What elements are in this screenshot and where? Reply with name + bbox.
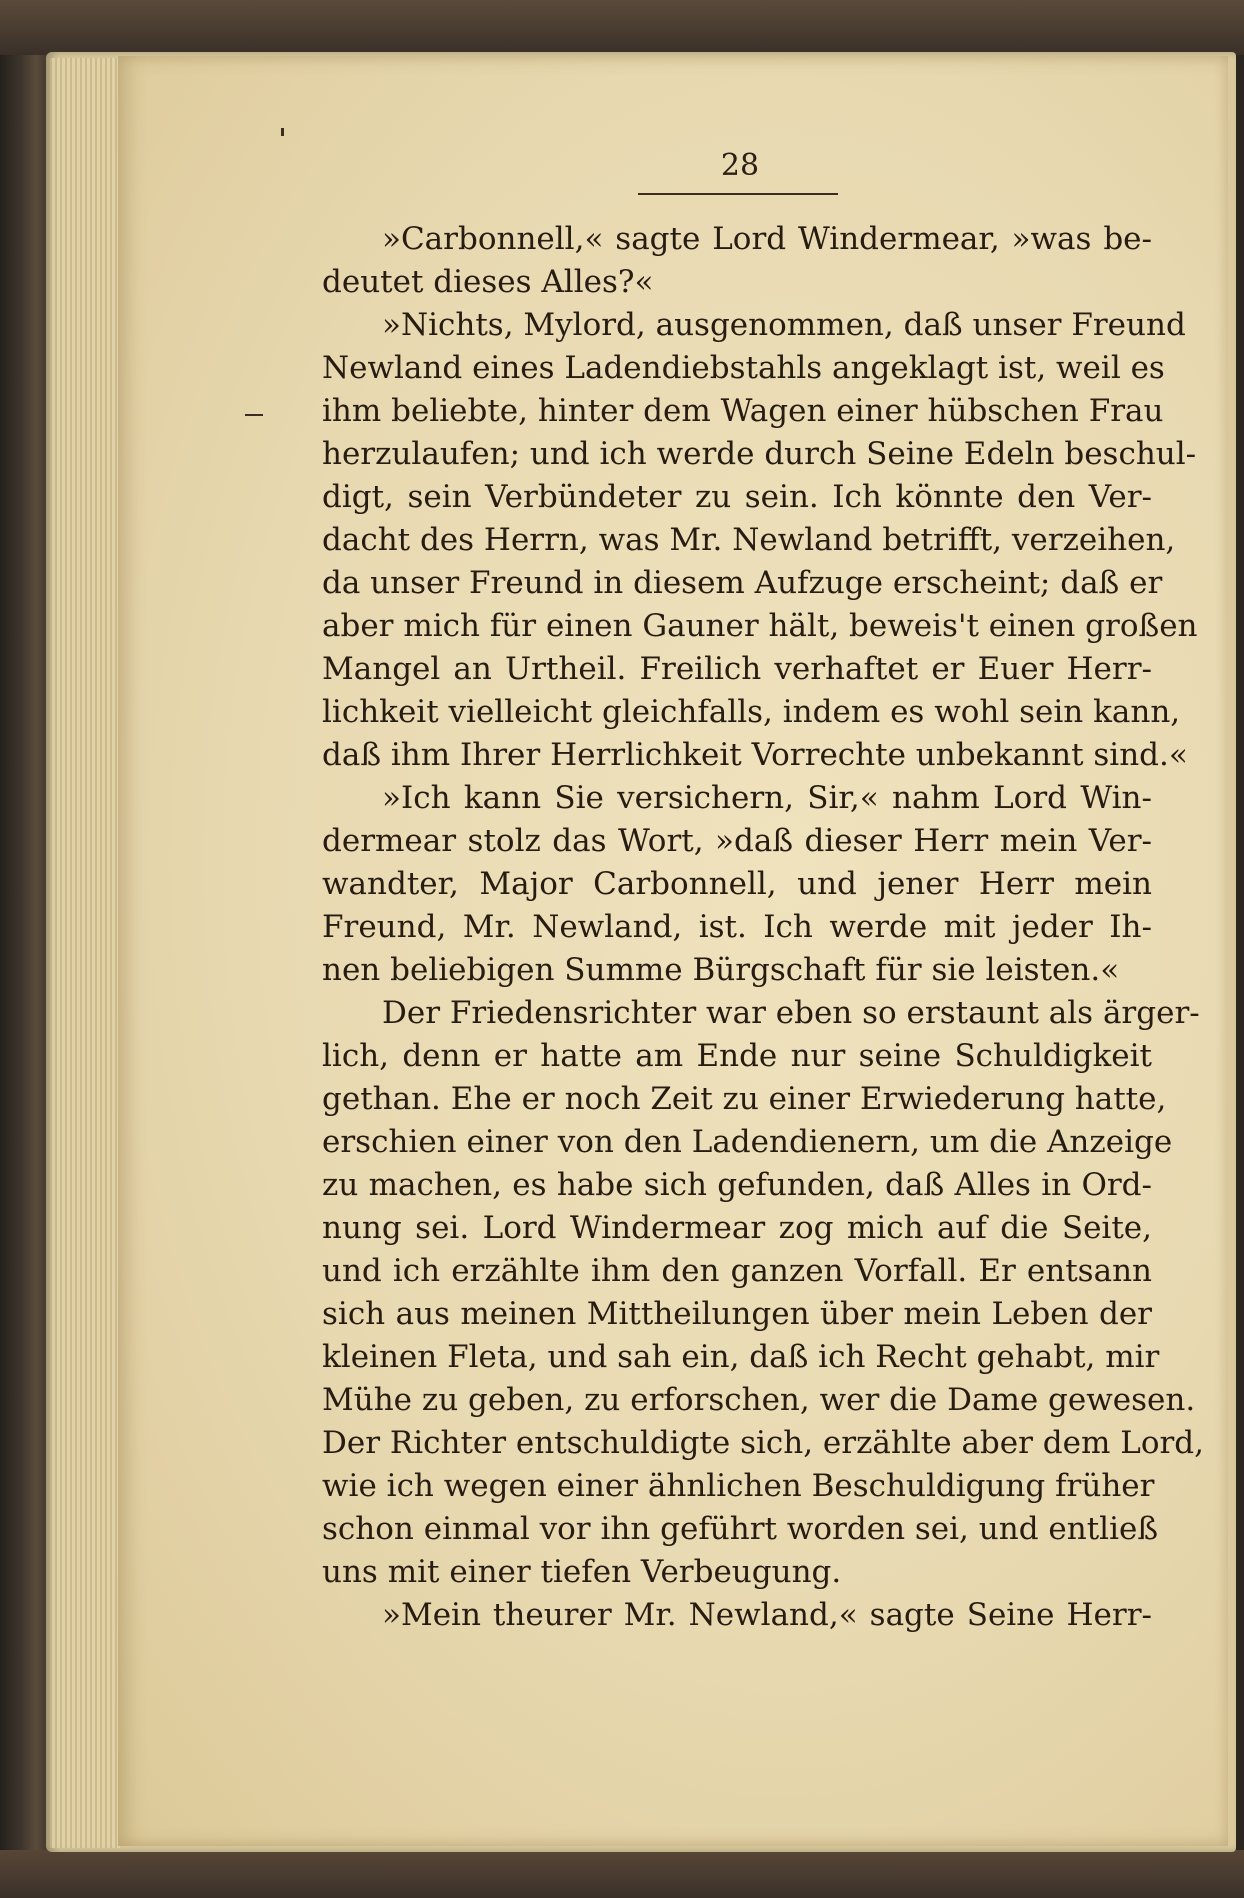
text-line: »Mein theurer Mr. Newland,« sagte Seine Herr- [382, 1597, 1152, 1633]
body-text [322, 218, 1205, 1637]
text-line: da unser Freund in diesem Aufzuge erscheint; daß er [322, 565, 1163, 601]
text-line: digt, sein Verbündeter zu sein. Ich könnte den Ver- [322, 479, 1152, 515]
text-line: gethan. Ehe er noch Zeit zu einer Erwiederung hatte, [322, 1081, 1167, 1117]
text-line: lich, denn er hatte am Ende nur seine Schuldigkeit [322, 1038, 1152, 1074]
text-line: uns mit einer tiefen Verbeugung. [322, 1554, 842, 1590]
text-line: Mühe zu geben, zu erforschen, wer die Dame gewesen. [322, 1382, 1196, 1418]
text-line: Mangel an Urtheil. Freilich verhaftet er Euer Herr- [322, 651, 1152, 687]
text-line: dacht des Herrn, was Mr. Newland betrifft, verzeihen, [322, 522, 1176, 558]
text-line: und ich erzählte ihm den ganzen Vorfall. Er entsann [322, 1253, 1152, 1289]
text-line: deutet dieses Alles?« [322, 264, 654, 300]
text-line: »Ich kann Sie versichern, Sir,« nahm Lord Win- [382, 780, 1152, 816]
margin-dash [245, 414, 263, 416]
text-line: Der Richter entschuldigte sich, erzählte aber dem Lord, [322, 1425, 1205, 1461]
text-line: herzulaufen; und ich werde durch Seine Edeln beschul- [322, 436, 1197, 472]
header-rule [638, 193, 838, 195]
text-line: zu machen, es habe sich gefunden, daß Alles in Ord- [322, 1167, 1152, 1203]
text-line: ihm beliebte, hinter dem Wagen einer hübschen Frau [322, 393, 1164, 429]
text-line: Newland eines Ladendiebstahls angeklagt ist, weil es [322, 350, 1165, 386]
text-line: lichkeit vielleicht gleichfalls, indem es wohl sein kann, [322, 694, 1181, 730]
text-line: »Nichts, Mylord, ausgenommen, daß unser Freund [382, 307, 1186, 343]
book-cover-top [0, 0, 1244, 55]
text-line: erschien einer von den Ladendienern, um die Anzeige [322, 1124, 1173, 1160]
book-cover-bottom [0, 1850, 1244, 1898]
book-spine [0, 0, 52, 1898]
text-line: wandter, Major Carbonnell, und jener Herr mein [322, 866, 1152, 902]
text-line: daß ihm Ihrer Herrlichkeit Vorrechte unbekannt sind.« [322, 737, 1188, 773]
text-line: Freund, Mr. Newland, ist. Ich werde mit jeder Ih- [322, 909, 1152, 945]
text-line: aber mich für einen Gauner hält, beweis't einen großen [322, 608, 1198, 644]
text-line: wie ich wegen einer ähnlichen Beschuldigung früher [322, 1468, 1155, 1504]
text-line: »Carbonnell,« sagte Lord Windermear, »was be- [382, 221, 1152, 257]
text-line: dermear stolz das Wort, »daß dieser Herr mein Ver- [322, 823, 1152, 859]
page-edges [50, 58, 120, 1848]
text-line: Der Friedensrichter war eben so erstaunt als ärger- [382, 995, 1200, 1031]
text-line: nung sei. Lord Windermear zog mich auf die Seite, [322, 1210, 1152, 1246]
text-line: schon einmal vor ihn geführt worden sei, und entließ [322, 1511, 1159, 1547]
text-line: nen beliebigen Summe Bürgschaft für sie leisten.« [322, 952, 1120, 988]
margin-dot [281, 128, 284, 136]
text-line: kleinen Fleta, und sah ein, daß ich Recht gehabt, mir [322, 1339, 1160, 1375]
text-line: sich aus meinen Mittheilungen über mein Leben der [322, 1296, 1152, 1332]
page-number: 28 [720, 148, 760, 183]
